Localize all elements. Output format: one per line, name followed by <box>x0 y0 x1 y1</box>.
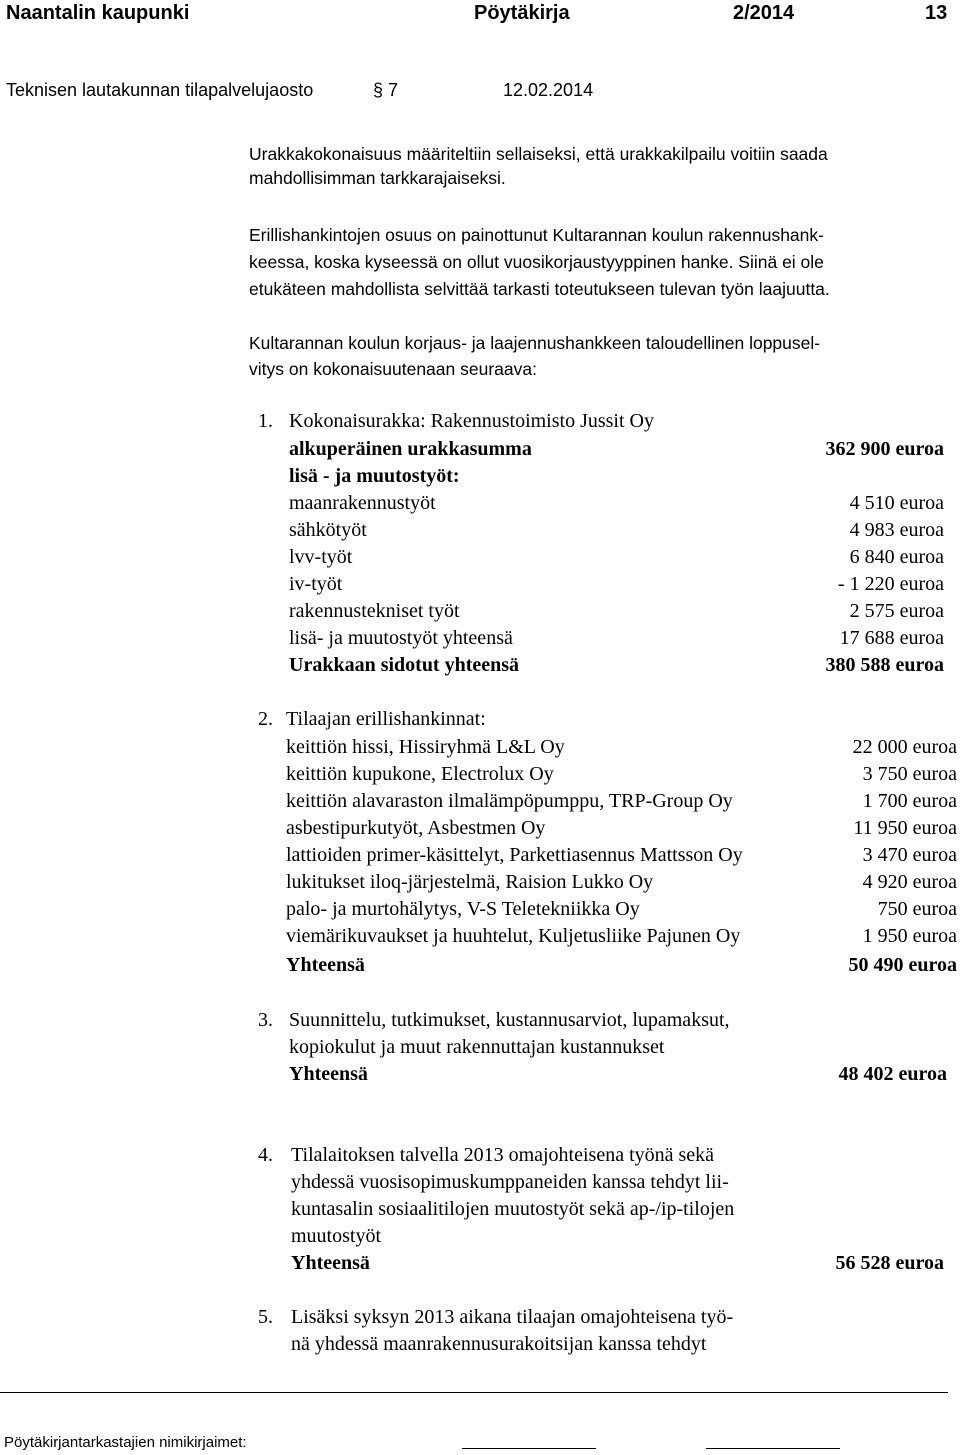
cost-row-value: 2 575 euroa <box>849 600 944 622</box>
section2-title: Tilaajan erillishankinnat: <box>286 708 486 730</box>
procurement-row-value: 22 000 euroa <box>852 736 957 758</box>
paragraph-line: Erillishankintojen osuus on painottunut Kultarannan koulun rakennushank- <box>249 225 824 245</box>
section1-title: Kokonaisurakka: Rakennustoimisto Jussit Oy <box>289 410 654 432</box>
cost-row-value: 4 510 euroa <box>849 492 944 514</box>
paragraph-line: Urakkakokonaisuus määriteltiin sellaiseksi, että urakkakilpailu voitiin saada <box>249 144 828 164</box>
section2-total-label: Yhteensä <box>286 954 365 976</box>
section3-line: kopiokulut ja muut rakennuttajan kustannukset <box>289 1036 665 1058</box>
section-number: § 7 <box>373 80 399 100</box>
section4-line: Tilalaitoksen talvella 2013 omajohteisena työnä sekä <box>291 1144 715 1166</box>
cost-row-value: 4 983 euroa <box>849 519 944 541</box>
signature-label: Pöytäkirjantarkastajien nimikirjaimet: <box>4 1434 247 1451</box>
meeting-date: 12.02.2014 <box>503 80 594 100</box>
cost-row-label: lvv-työt <box>289 546 353 568</box>
cost-row-label: lisä- ja muutostyöt yhteensä <box>289 627 513 649</box>
procurement-row-value: 1 950 euroa <box>862 925 957 947</box>
section4-total-label: Yhteensä <box>291 1252 370 1274</box>
section4-number: 4. <box>258 1144 273 1166</box>
procurement-row-value: 11 950 euroa <box>853 817 957 839</box>
paragraph-line: etukäteen mahdollista selvittää tarkasti toteutukseen tulevan työn laajuutta. <box>249 279 830 299</box>
cost-row-value: 17 688 euroa <box>839 627 944 649</box>
procurement-row-label: viemärikuvaukset ja huuhtelut, Kuljetusliike Pajunen Oy <box>286 925 741 947</box>
section3-line: Suunnittelu, tutkimukset, kustannusarviot, lupamaksut, <box>289 1009 730 1031</box>
paragraph-line: Kultarannan koulun korjaus- ja laajennushankkeen taloudellinen loppusel- <box>249 333 821 353</box>
procurement-row-label: lukitukset iloq-järjestelmä, Raision Lukko Oy <box>286 871 654 893</box>
section1-original-label: alkuperäinen urakkasumma <box>289 438 532 460</box>
section4-line: kuntasalin sosiaalitilojen muutostyöt sekä ap-/ip-tilojen <box>291 1198 735 1220</box>
page-number: 13 <box>925 2 948 24</box>
section4-line: yhdessä vuosisopimuskumppaneiden kanssa tehdyt lii- <box>291 1171 729 1193</box>
paragraph-line: keessa, koska kyseessä on ollut vuosikorjaustyyppinen hanke. Siinä ei ole <box>249 252 824 272</box>
section4-total-value: 56 528 euroa <box>835 1252 944 1274</box>
paragraph-line: mahdollisimman tarkkarajaiseksi. <box>249 168 506 188</box>
cost-row-value: 6 840 euroa <box>849 546 944 568</box>
section2-total-value: 50 490 euroa <box>848 954 957 976</box>
section1-total-value: 380 588 euroa <box>825 654 944 676</box>
section1-number: 1. <box>258 410 273 432</box>
procurement-row-value: 3 470 euroa <box>862 844 957 866</box>
section1-original-value: 362 900 euroa <box>825 438 944 460</box>
section5-number: 5. <box>258 1306 273 1328</box>
procurement-row-value: 4 920 euroa <box>862 871 957 893</box>
section4-line: muutostyöt <box>291 1225 382 1247</box>
procurement-row-label: lattioiden primer-käsittelyt, Parkettiasennus Mattsson Oy <box>286 844 743 866</box>
cost-row-label: maanrakennustyöt <box>289 492 436 514</box>
cost-row-value: - 1 220 euroa <box>837 573 944 595</box>
procurement-row-label: keittiön hissi, Hissiryhmä L&L Oy <box>286 736 565 758</box>
committee-name: Teknisen lautakunnan tilapalvelujaosto <box>6 80 314 100</box>
section5-line: Lisäksi syksyn 2013 aikana tilaajan omajohteisena työ- <box>291 1306 734 1328</box>
signature-line <box>706 1448 840 1449</box>
procurement-row-value: 750 euroa <box>877 898 957 920</box>
municipality-name: Naantalin kaupunki <box>6 2 190 24</box>
section2-number: 2. <box>258 708 273 730</box>
section1-total-label: Urakkaan sidotut yhteensä <box>289 654 520 676</box>
document-type: Pöytäkirja <box>474 2 570 24</box>
section3-total-value: 48 402 euroa <box>838 1063 947 1085</box>
procurement-row-label: asbestipurkutyöt, Asbestmen Oy <box>286 817 546 839</box>
section3-number: 3. <box>258 1009 273 1031</box>
footer-divider <box>0 1392 948 1393</box>
cost-row-label: sähkötyöt <box>289 519 367 541</box>
document-number: 2/2014 <box>733 2 795 24</box>
section5-line: nä yhdessä maanrakennusurakoitsijan kanssa tehdyt <box>291 1333 707 1355</box>
cost-row-label: iv-työt <box>289 573 343 595</box>
procurement-row-label: palo- ja murtohälytys, V-S Teletekniikka Oy <box>286 898 640 920</box>
procurement-row-label: keittiön kupukone, Electrolux Oy <box>286 763 554 785</box>
section1-changes-label: lisä - ja muutostyöt: <box>289 465 460 487</box>
procurement-row-value: 3 750 euroa <box>862 763 957 785</box>
section3-total-label: Yhteensä <box>289 1063 368 1085</box>
procurement-row-value: 1 700 euroa <box>862 790 957 812</box>
cost-row-label: rakennustekniset työt <box>289 600 460 622</box>
procurement-row-label: keittiön alavaraston ilmalämpöpumppu, TRP-Group Oy <box>286 790 733 812</box>
signature-line <box>462 1448 596 1449</box>
paragraph-line: vitys on kokonaisuutenaan seuraava: <box>249 359 537 379</box>
